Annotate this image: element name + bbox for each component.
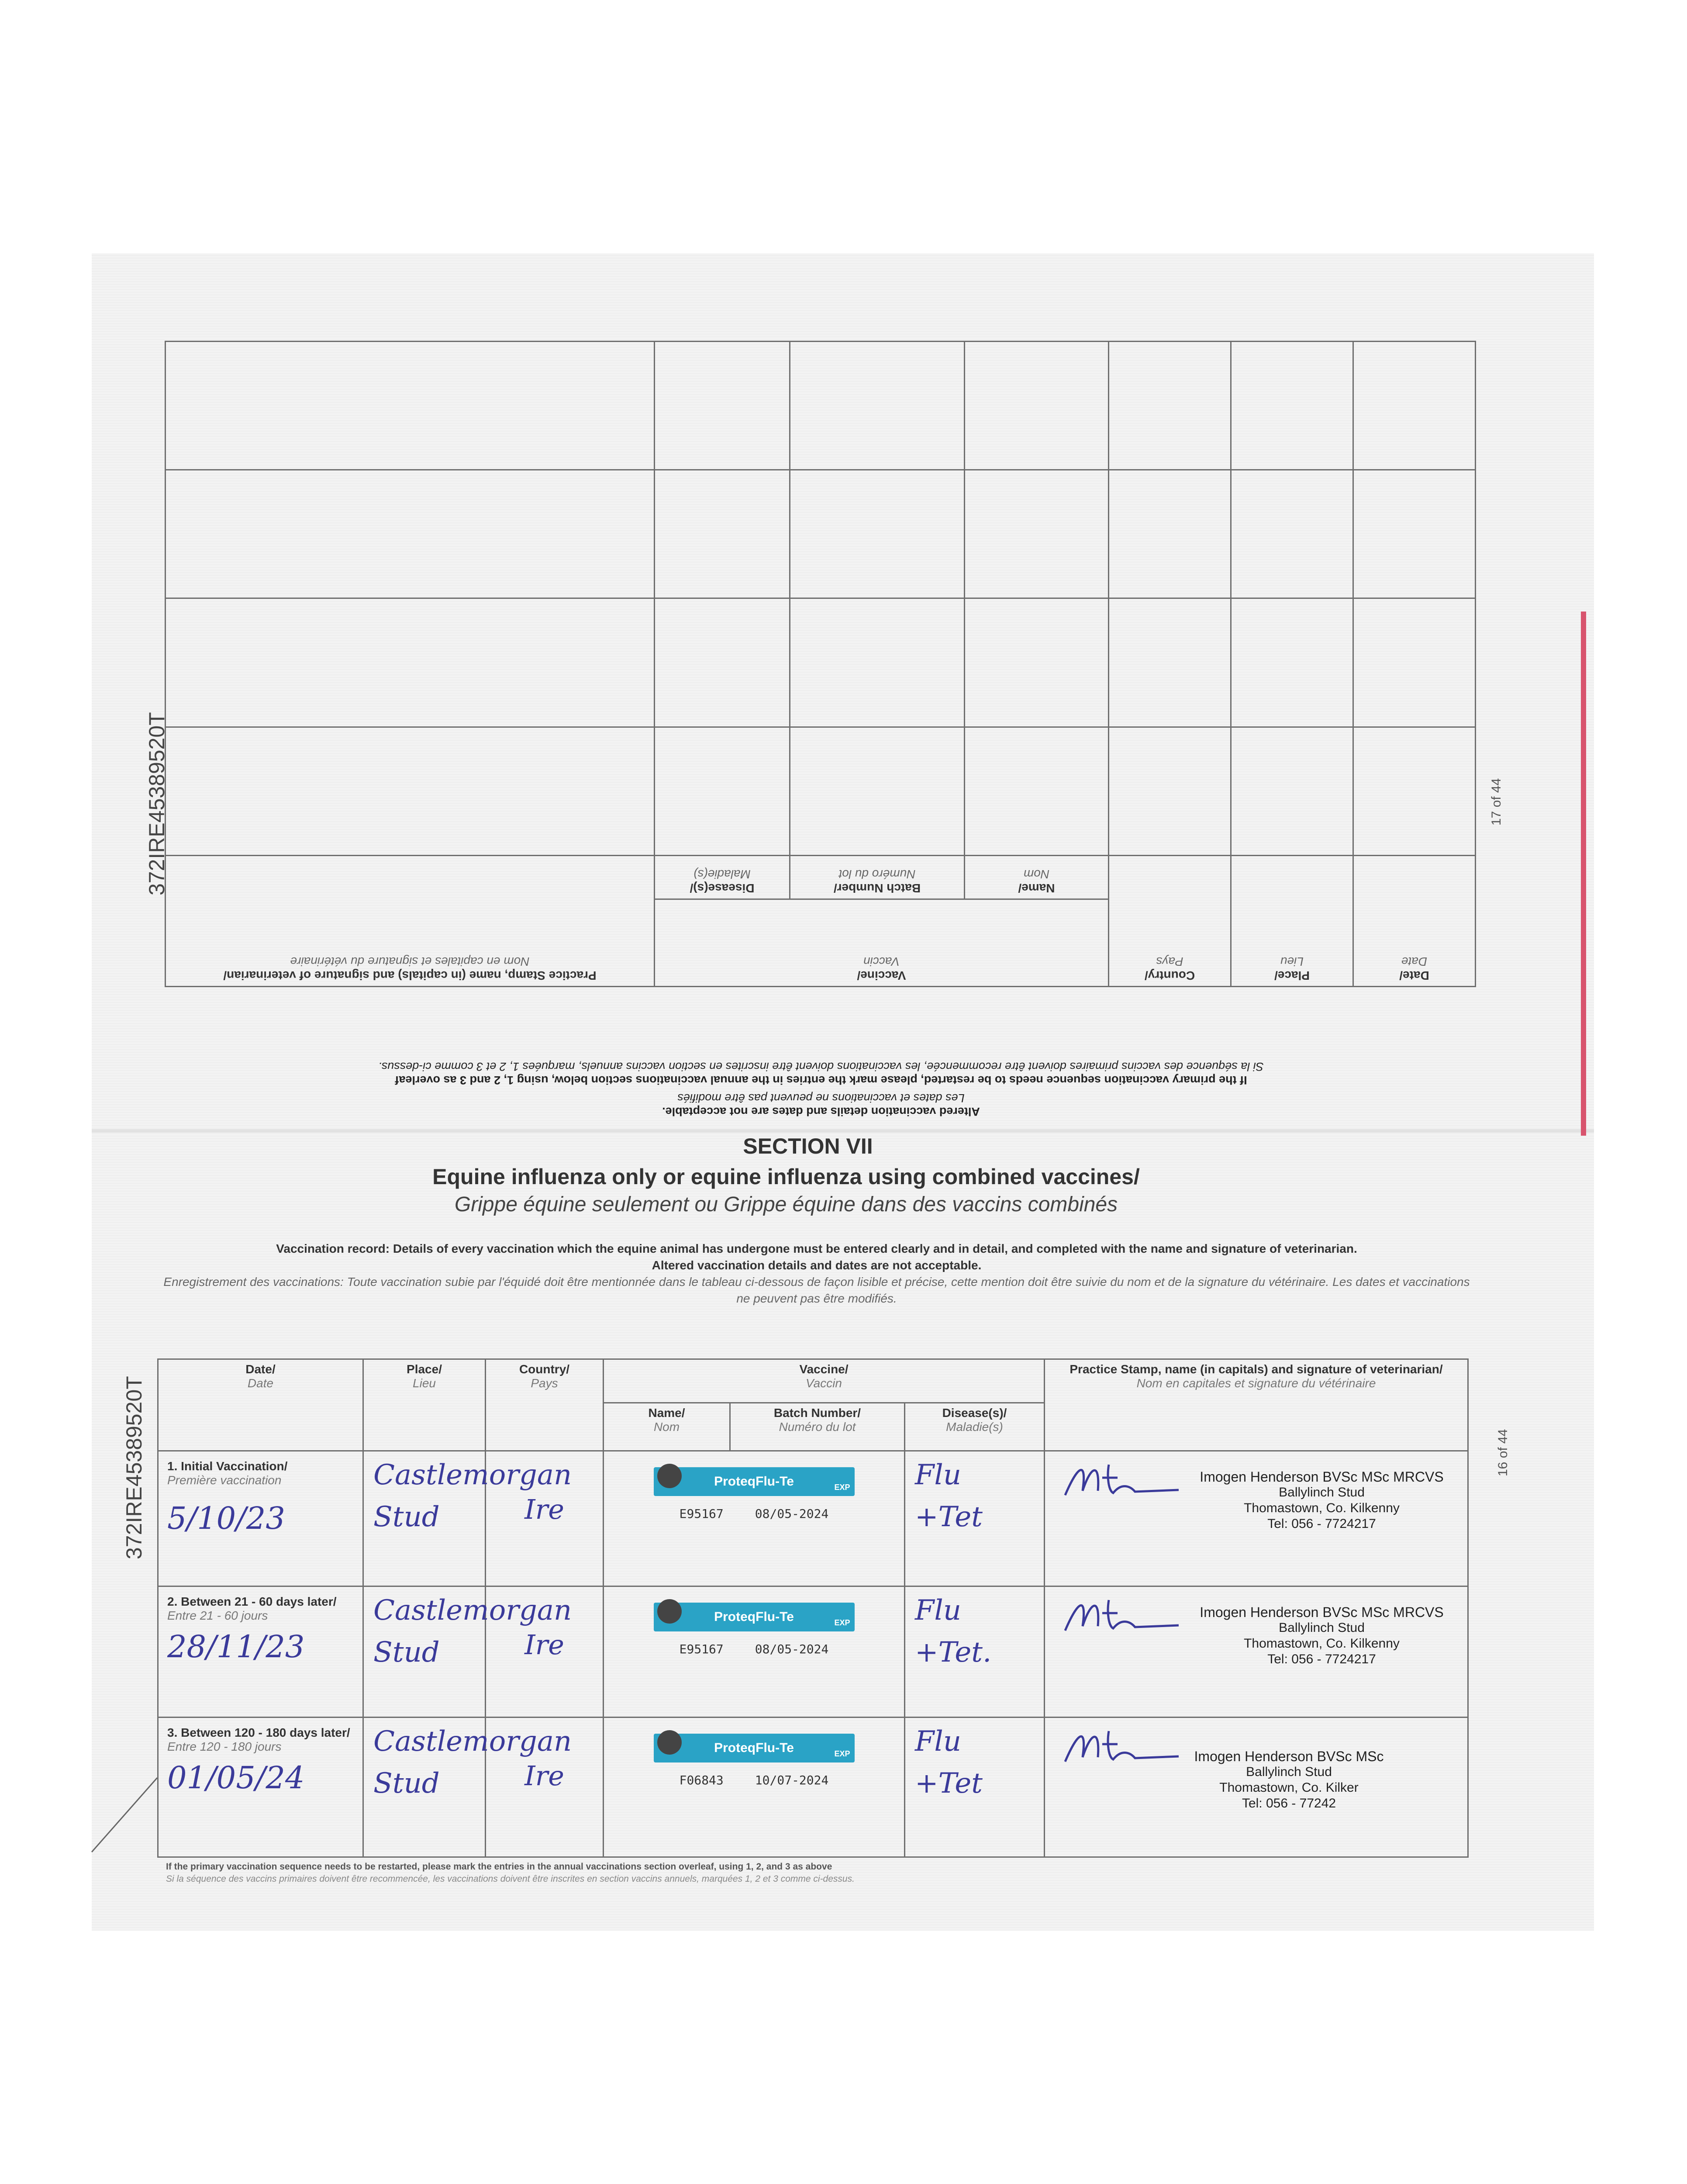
header-name: Name/ Nom [604, 1403, 730, 1451]
sticker-exp: EXP [834, 1749, 850, 1758]
sticker-exp: EXP [834, 1483, 850, 1492]
header-place: Place/ Lieu [1231, 856, 1353, 987]
header-stamp: Practice Stamp, name (in capitals) and signature of veterinarian/ Nom en capitales et signature du vétérinaire [166, 856, 655, 987]
place-line2: Stud [373, 1767, 440, 1800]
top-vaccination-table [166, 341, 1476, 987]
expiry-date: 08/05-2024 [755, 1507, 829, 1521]
vaccination-table [157, 1358, 1467, 1856]
header-vaccine: Vaccine/ Vaccin [655, 899, 1109, 987]
header-disease: Disease(s)/ Maladie(s) [655, 856, 790, 899]
vet-signature [1061, 1460, 1183, 1500]
vaccine-sticker-cell [604, 1451, 905, 1586]
vaccine-sticker [654, 1467, 855, 1496]
record-text: Vaccination record: Details of every vaccination which the equine animal has undergone must be entered clearly and in detail, and completed with the name and signature of veterinarian. [276, 1242, 1357, 1255]
brand-logo-icon [657, 1464, 682, 1488]
row-label-cell [158, 1717, 363, 1857]
place-line1: Castlemorgan [373, 1594, 572, 1627]
disease-line2: +Tet [915, 1767, 983, 1800]
header-date: Date/ Date [1353, 856, 1476, 987]
header-batch: Batch Number/ Numéro du lot [730, 1403, 905, 1451]
vet-practice: Ballylinch Stud [1279, 1485, 1365, 1500]
header-batch: Batch Number/ Numéro du lot [790, 856, 965, 899]
page-number-bottom: 16 of 44 [1496, 1429, 1510, 1476]
disease-cell [905, 1717, 1045, 1857]
vet-tel: Tel: 056 - 7724217 [1267, 1517, 1376, 1531]
vet-stamp [1179, 1604, 1465, 1667]
page-footer [166, 1861, 1476, 1885]
place-line1: Castlemorgan [373, 1459, 572, 1491]
stamp-cell [1045, 1451, 1468, 1586]
empty-row [166, 598, 1476, 727]
header-place: Place/ Lieu [363, 1359, 486, 1451]
vet-name: Imogen Henderson BVSc MSc MRCVS [1200, 1469, 1444, 1485]
vet-practice: Ballylinch Stud [1246, 1765, 1332, 1779]
row-label-fr: Entre 120 - 180 jours [167, 1740, 282, 1753]
brand-logo-icon [657, 1599, 682, 1624]
pen-stroke [87, 1773, 162, 1856]
header-stamp: Practice Stamp, name (in capitals) and signature of veterinarian/ Nom en capitales et signature du vétérinaire [1045, 1359, 1468, 1451]
top-page-notes [166, 1013, 1476, 1123]
batch-number: E95167 [679, 1642, 724, 1656]
book-fold [92, 1129, 1594, 1133]
footer-text-fr: Si la séquence des vaccins primaires doivent être recommencée, les vaccinations doivent être inscrites en section vaccins annuels, marquées 1, 2 et 3 comme ci-dessus. [166, 1874, 855, 1884]
document-id-bottom: 372IRE45389520T [122, 1376, 146, 1559]
vaccination-row [158, 1451, 1468, 1586]
place-line1: Castlemorgan [373, 1725, 572, 1758]
vaccine-sticker-cell [604, 1717, 905, 1857]
empty-row [166, 727, 1476, 855]
vaccination-date: 28/11/23 [167, 1629, 305, 1665]
country: Ire [524, 1493, 564, 1525]
disease-line1: Flu [915, 1459, 962, 1491]
vet-address: Thomastown, Co. Kilkenny [1244, 1501, 1400, 1515]
row-label: 2. Between 21 - 60 days later/ [167, 1595, 337, 1608]
place-line2: Stud [373, 1501, 440, 1533]
vet-tel: Tel: 056 - 77242 [1242, 1796, 1336, 1811]
vet-stamp [1179, 1469, 1465, 1532]
vaccine-sticker [654, 1734, 855, 1762]
page-number-top: 17 of 44 [1489, 778, 1504, 826]
header-vaccine: Vaccine/ Vaccin [604, 1359, 1045, 1403]
row-label-cell [158, 1451, 363, 1586]
stamp-cell [1045, 1717, 1468, 1857]
header-disease: Disease(s)/ Maladie(s) [905, 1403, 1045, 1451]
vaccine-sticker-cell [604, 1586, 905, 1717]
disease-line1: Flu [915, 1594, 962, 1627]
disease-line2: +Tet [915, 1501, 983, 1533]
header-country: Country/ Pays [1109, 856, 1231, 987]
note-altered-fr: Les dates et vaccinations ne peuvent pas être modifiés [677, 1092, 965, 1105]
batch-number: E95167 [679, 1507, 724, 1521]
header-country: Country/ Pays [486, 1359, 604, 1451]
section-title: SECTION VII [743, 1134, 873, 1158]
disease-cell [905, 1586, 1045, 1717]
vaccine-sticker [654, 1603, 855, 1631]
empty-row [166, 342, 1476, 470]
cover-edge [1581, 612, 1586, 1136]
vet-tel: Tel: 056 - 7724217 [1267, 1652, 1376, 1666]
expiry-date: 08/05-2024 [755, 1642, 829, 1656]
disease-cell [905, 1451, 1045, 1586]
disease-line2: +Tet. [915, 1636, 992, 1669]
empty-row [166, 470, 1476, 598]
expiry-date: 10/07-2024 [755, 1773, 829, 1787]
header-name: Name/ Nom [965, 856, 1109, 899]
place-line2: Stud [373, 1636, 440, 1669]
disease-line1: Flu [915, 1725, 962, 1758]
row-label: 1. Initial Vaccination/ [167, 1459, 288, 1473]
vaccine-name: ProteqFlu-Te [714, 1741, 794, 1755]
row-label: 3. Between 120 - 180 days later/ [167, 1726, 350, 1739]
record-text-fr: Enregistrement des vaccinations: Toute vaccination subie par l'équidé doit être mentionnée dans le tableau ci-dessous de façon lisible et précise, cette mention doit être suivie du nom et de la signature du vétérinaire. Les dates et vaccinations ne peuvent pas être modifiés. [163, 1275, 1470, 1305]
vaccination-date: 5/10/23 [167, 1500, 285, 1536]
vaccination-row [158, 1586, 1468, 1717]
vaccination-row [158, 1717, 1468, 1857]
record-instructions [162, 1241, 1472, 1307]
vet-name: Imogen Henderson BVSc MSc MRCVS [1200, 1604, 1444, 1620]
vaccination-date: 01/05/24 [167, 1760, 305, 1796]
batch-number: F06843 [679, 1773, 724, 1787]
row-label-cell [158, 1586, 363, 1717]
document-id-top: 372IRE45389520T [145, 712, 169, 895]
row-label-fr: Première vaccination [167, 1473, 282, 1487]
row-label-fr: Entre 21 - 60 jours [167, 1609, 268, 1622]
section-heading: Equine influenza only or equine influenza using combined vaccines/ [432, 1165, 1140, 1189]
note-restart: If the primary vaccination sequence needs to be restarted, please mark the entries in the annual vaccinations section below, using 1, 2 and 3 as overleaf [395, 1074, 1247, 1087]
vet-signature [1061, 1596, 1183, 1635]
note-altered: Altered vaccination details and dates are not acceptable. [662, 1105, 980, 1118]
note-restart-fr: Si la séquence des vaccins primaires doivent être recommencée, les vaccinations doivent être inscrites en section vaccins annuels, marquées 1, 2 et 3 comme ci-dessus. [378, 1060, 1264, 1073]
vet-address: Thomastown, Co. Kilker [1219, 1780, 1359, 1795]
country: Ire [524, 1760, 564, 1792]
section-heading-fr: Grippe équine seulement ou Grippe équine dans des vaccins combinés [454, 1193, 1118, 1216]
brand-logo-icon [657, 1730, 682, 1755]
footer-text: If the primary vaccination sequence needs to be restarted, please mark the entries in the annual vaccinations section overleaf, using 1, 2, and 3 as above [166, 1862, 832, 1872]
header-date: Date/ Date [158, 1359, 363, 1451]
vet-practice: Ballylinch Stud [1279, 1621, 1365, 1635]
vaccine-name: ProteqFlu-Te [714, 1474, 794, 1489]
country: Ire [524, 1629, 564, 1661]
stamp-cell [1045, 1586, 1468, 1717]
vet-address: Thomastown, Co. Kilkenny [1244, 1636, 1400, 1651]
record-text-2: Altered vaccination details and dates are not acceptable. [652, 1258, 982, 1272]
vet-name: Imogen Henderson BVSc MSc [1194, 1749, 1384, 1764]
vaccine-name: ProteqFlu-Te [714, 1610, 794, 1624]
sticker-exp: EXP [834, 1618, 850, 1627]
